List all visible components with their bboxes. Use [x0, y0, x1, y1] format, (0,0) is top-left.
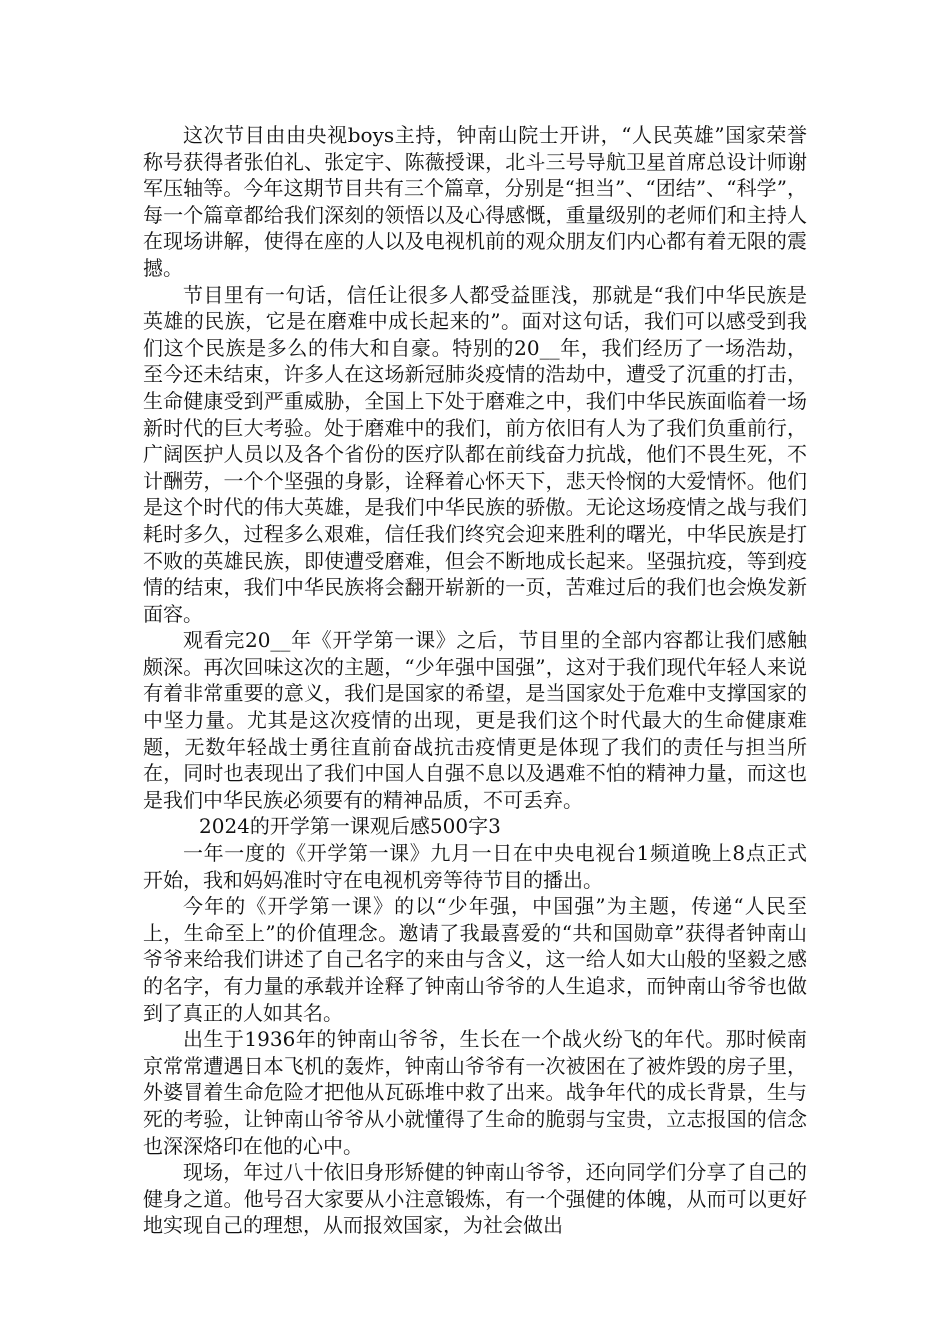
paragraph-heroic-nation: 节目里有一句话，信任让很多人都受益匪浅，那就是“我们中华民族是英雄的民族，它是在磨难中成长起来的”。面对这句话，我们可以感受到我们这个民族是多么的伟大和自豪。特别的20__年，我们经历了一场浩劫，至今还未结束，许多人在这场新冠肺炎疫情的浩劫中，遭受了沉重的打击，生命健康受到严重威胁，全国上下处于磨难之中，我们中华民族面临着一场新时代的巨大考验。处于磨难中的我们，前方依旧有人为了我们负重前行，广阔医护人员以及各个省份的医疗队都在前线奋力抗战，他们不畏生死，不计酬劳，一个个坚强的身影，诠释着心怀天下，悲天怜悯的大爱情怀。他们是这个时代的伟大英雄，是我们中华民族的骄傲。无论这场疫情之战与我们耗时多久，过程多么艰难，信任我们终究会迎来胜利的曙光，中华民族是打不败的英雄民族，即使遭受磨难，但会不断地成长起来。坚强抗疫，等到疫情的结束，我们中华民族将会翻开崭新的一页，苦难过后的我们也会焕发新面容。: [143, 282, 807, 626]
paragraph-annual-broadcast: 一年一度的《开学第一课》九月一日在中央电视台1频道晚上8点正式开始，我和妈妈准时守在电视机旁等待节目的播出。: [143, 841, 807, 892]
paragraph-theme: 今年的《开学第一课》的以“少年强，中国强”为主题，传递“人民至上，生命至上”的价值理念。邀请了我最喜爱的“共和国勋章”获得者钟南山爷爷来给我们讲述了自己名字的来由与含义，这一给人如大山般的坚毅之感的名字，有力量的承载并诠释了钟南山爷爷的人生追求，而钟南山爷爷也做到了真正的人如其名。: [143, 894, 807, 1025]
paragraph-after-watching: 观看完20__年《开学第一课》之后，节目里的全部内容都让我们感触颇深。再次回味这次的主题，“少年强中国强”，这对于我们现代年轻人来说有着非常重要的意义，我们是国家的希望，是当国家处于危难中支撑国家的中坚力量。尤其是这次疫情的出现，更是我们这个时代最大的生命健康难题，无数年轻战士勇往直前奋战抗击疫情更是体现了我们的责任与担当所在，同时也表现出了我们中国人自强不息以及遇难不怕的精神力量，而这也是我们中华民族必须要有的精神品质，不可丢弃。: [143, 628, 807, 812]
paragraph-fitness: 现场，年过八十依旧身形矫健的钟南山爷爷，还向同学们分享了自己的健身之道。他号召大家要从小注意锻炼，有一个强健的体魄，从而可以更好地实现自己的理想，从而报效国家，为社会做出: [143, 1160, 807, 1238]
paragraph-zhong-nanshan-childhood: 出生于1936年的钟南山爷爷，生长在一个战火纷飞的年代。那时候南京常常遭遇日本飞机的轰炸，钟南山爷爷有一次被困在了被炸毁的房子里，外婆冒着生命危险才把他从瓦砾堆中救了出来。战争年代的成长背景，生与死的考验，让钟南山爷爷从小就懂得了生命的脆弱与宝贵，立志报国的信念也深深烙印在他的心中。: [143, 1027, 807, 1158]
document-page: [143, 122, 807, 1239]
paragraph-program-intro: 这次节目由由央视boys主持，钟南山院士开讲，“人民英雄”国家荣誉称号获得者张伯礼、张定宇、陈薇授课，北斗三号导航卫星首席总设计师谢军压轴等。今年这期节目共有三个篇章，分别是“担当”、“团结”、“科学”，每一个篇章都给我们深刻的领悟以及心得感慨，重量级别的老师们和主持人在现场讲解，使得在座的人以及电视机前的观众朋友们内心都有着无限的震撼。: [143, 123, 807, 280]
section-heading: 2024的开学第一课观后感500字3: [199, 814, 501, 839]
